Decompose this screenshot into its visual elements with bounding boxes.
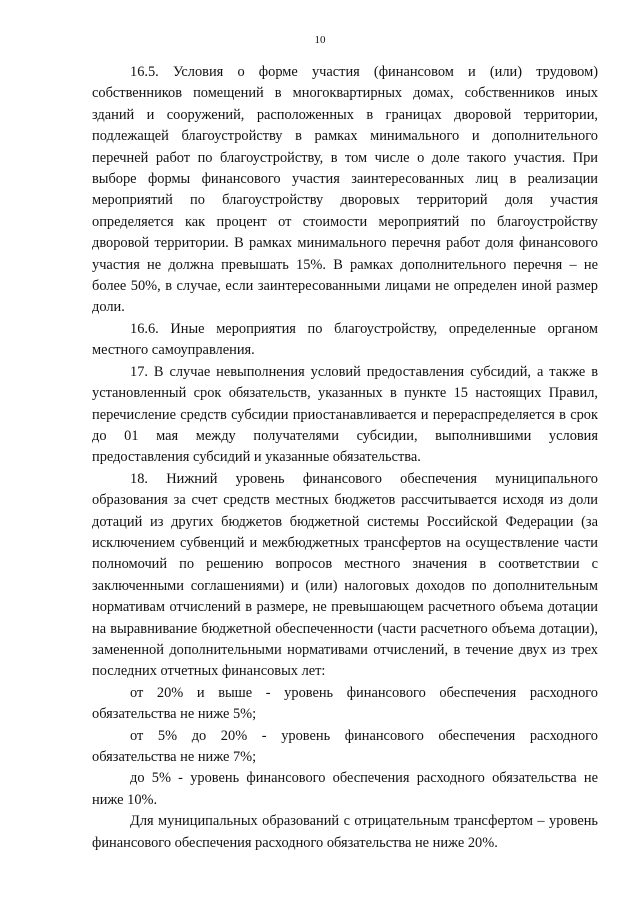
paragraph-16-6: 16.6. Иные мероприятия по благоустройству, определенные органом местного самоуправления. bbox=[92, 320, 598, 359]
paragraph-negative-transfer: Для муниципальных образований с отрицательным трансфертом – уровень финансового обеспечения расходного обязательства не ниже 20%. bbox=[92, 813, 598, 851]
paragraph-17: 17. В случае невыполнения условий предоставления субсидий, а также в установленный срок обязательств, указанных в пункте 15 настоящих Правил, перечисление средств субсидии приостанавливается и перераспределяется в срок до 01 мая между получателями субсидии, выполнившими условия предоставления субсидий и указанные обязательства. bbox=[92, 363, 598, 466]
paragraph-level-5-20: от 5% до 20% - уровень финансового обеспечения расходного обязательства не ниже 7%; bbox=[92, 727, 598, 765]
page-number: 10 bbox=[314, 34, 326, 46]
document-body bbox=[92, 62, 598, 854]
paragraph-16-5: 16.5. Условия о форме участия (финансовом и (или) трудовом) собственников помещений в многоквартирных домах, собственников иных зданий и сооружений, расположенных в границах дворовой территории, подлежащей благоустройству в рамках минимального и дополнительного перечней работ по благоустройству, в том числе о доле такого участия. При выборе формы финансового участия заинтересованных лиц в реализации мероприятий по благоустройству дворовых территорий доля участия определяется как процент от стоимости мероприятий по благоустройству дворовой территории. В рамках минимального перечня работ доля финансового участия не должна превышать 15%. В рамках дополнительного перечня – не более 50%, в случае, если заинтересованными лицами не определен иной размер доли. bbox=[92, 64, 598, 316]
paragraph-18: 18. Нижний уровень финансового обеспечения муниципального образования за счет средств местных бюджетов рассчитывается исходя из доли дотаций из других бюджетов бюджетной системы Российской Федерации (за исключением субвенций и межбюджетных трансфертов на осуществление части полномочий по решению вопросов местного значения в соответствии с заключенными соглашениями) и (или) налоговых доходов по дополнительным нормативам отчислений в размере, не превышающем расчетного объема дотации на выравнивание бюджетной обеспеченности (части расчетного объема дотации), замененной дополнительными нормативами отчислений, в течение двух из трех последних отчетных финансовых лет: bbox=[92, 470, 598, 680]
paragraph-level-under-5: до 5% - уровень финансового обеспечения расходного обязательства не ниже 10%. bbox=[92, 770, 598, 808]
paragraph-level-20-plus: от 20% и выше - уровень финансового обеспечения расходного обязательства не ниже 5%; bbox=[92, 684, 598, 723]
